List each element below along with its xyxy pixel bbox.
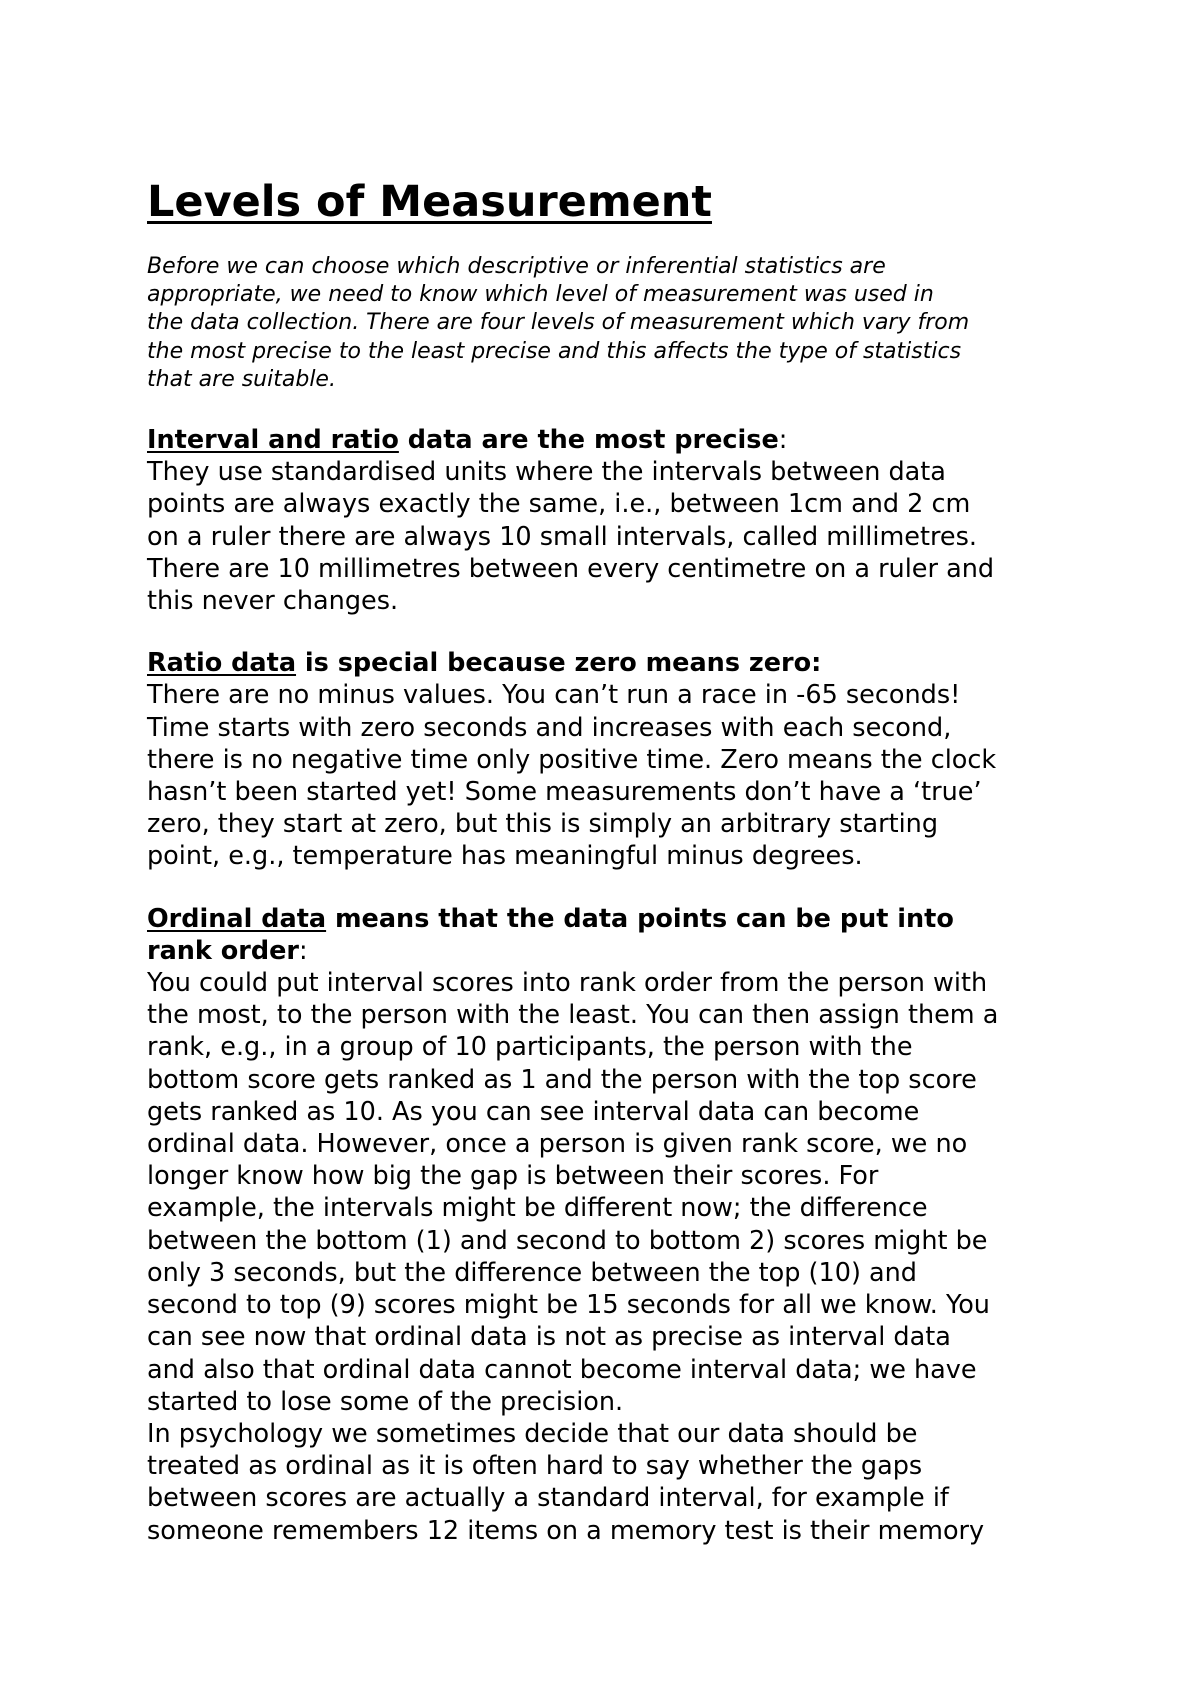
ratio-heading-rest: is special because zero means zero: bbox=[296, 648, 822, 679]
page-title: Levels of Measurement bbox=[147, 177, 712, 227]
ordinal-line: gets ranked as 10. As you can see interval data can become bbox=[147, 1096, 920, 1127]
ordinal-line: In psychology we sometimes decide that our data should be bbox=[147, 1418, 918, 1449]
ordinal-line: You could put interval scores into rank order from the person with bbox=[147, 968, 988, 999]
intro-paragraph bbox=[147, 253, 1077, 394]
intro-line: the most precise to the least precise and this affects the type of statistics bbox=[147, 338, 962, 364]
ordinal-paragraph bbox=[147, 967, 1077, 1547]
ordinal-heading-line2: rank order bbox=[147, 935, 299, 966]
interval-line: There are 10 millimetres between every centimetre on a ruler and bbox=[147, 553, 995, 584]
ordinal-line: the most, to the person with the least. You can then assign them a bbox=[147, 1000, 999, 1031]
ratio-heading-term: Ratio data bbox=[147, 648, 297, 679]
interval-heading-rest: data are the most precise bbox=[398, 425, 779, 456]
ordinal-line: and also that ordinal data cannot become interval data; we have bbox=[147, 1354, 977, 1385]
ratio-line: Time starts with zero seconds and increases with each second, bbox=[147, 712, 952, 743]
ordinal-line: can see now that ordinal data is not as precise as interval data bbox=[147, 1322, 951, 1353]
ordinal-heading-colon: : bbox=[299, 935, 308, 966]
ratio-heading bbox=[147, 647, 1077, 679]
ordinal-line: someone remembers 12 items on a memory test is their memory bbox=[147, 1515, 985, 1546]
intro-line: the data collection. There are four levels of measurement which vary from bbox=[147, 310, 970, 336]
interval-line: They use standardised units where the intervals between data bbox=[147, 457, 946, 488]
ordinal-line: between the bottom (1) and second to bottom 2) scores might be bbox=[147, 1225, 988, 1256]
ordinal-heading bbox=[147, 903, 1077, 967]
ordinal-line: longer know how big the gap is between their scores. For bbox=[147, 1161, 879, 1192]
interval-line: on a ruler there are always 10 small intervals, called millimetres. bbox=[147, 521, 977, 552]
ratio-line: there is no negative time only positive time. Zero means the clock bbox=[147, 744, 997, 775]
ordinal-line: ordinal data. However, once a person is given rank score, we no bbox=[147, 1129, 968, 1160]
ordinal-line: rank, e.g., in a group of 10 participants, the person with the bbox=[147, 1032, 913, 1063]
interval-line: this never changes. bbox=[147, 586, 399, 617]
ratio-line: hasn’t been started yet! Some measurements don’t have a ‘true’ bbox=[147, 777, 982, 808]
intro-line: Before we can choose which descriptive or inferential statistics are bbox=[147, 254, 886, 279]
ordinal-line: between scores are actually a standard interval, for example if bbox=[147, 1483, 949, 1514]
ordinal-heading-rest: means that the data points can be put into bbox=[326, 903, 954, 934]
interval-line: points are always exactly the same, i.e., between 1cm and 2 cm bbox=[147, 489, 971, 520]
document-page bbox=[147, 175, 1077, 1547]
ordinal-line: only 3 seconds, but the difference between the top (10) and bbox=[147, 1257, 917, 1288]
ratio-line: There are no minus values. You can’t run a race in -65 seconds! bbox=[147, 680, 961, 711]
interval-heading-term: Interval and ratio bbox=[147, 425, 399, 456]
ordinal-heading-term: Ordinal data bbox=[147, 903, 327, 934]
ratio-line: point, e.g., temperature has meaningful minus degrees. bbox=[147, 841, 863, 872]
ordinal-line: bottom score gets ranked as 1 and the person with the top score bbox=[147, 1064, 977, 1095]
ordinal-line: started to lose some of the precision. bbox=[147, 1386, 624, 1417]
interval-heading bbox=[147, 424, 1077, 456]
ordinal-line: second to top (9) scores might be 15 seconds for all we know. You bbox=[147, 1290, 990, 1321]
intro-line: appropriate, we need to know which level of measurement was used in bbox=[147, 282, 934, 308]
intro-line: that are suitable. bbox=[147, 366, 336, 392]
ratio-paragraph bbox=[147, 679, 1077, 872]
ratio-line: zero, they start at zero, but this is simply an arbitrary starting bbox=[147, 809, 939, 840]
ordinal-line: treated as ordinal as it is often hard to say whether the gaps bbox=[147, 1451, 923, 1482]
interval-heading-colon: : bbox=[778, 425, 788, 456]
interval-paragraph bbox=[147, 456, 1077, 617]
ordinal-line: example, the intervals might be different now; the difference bbox=[147, 1193, 928, 1224]
